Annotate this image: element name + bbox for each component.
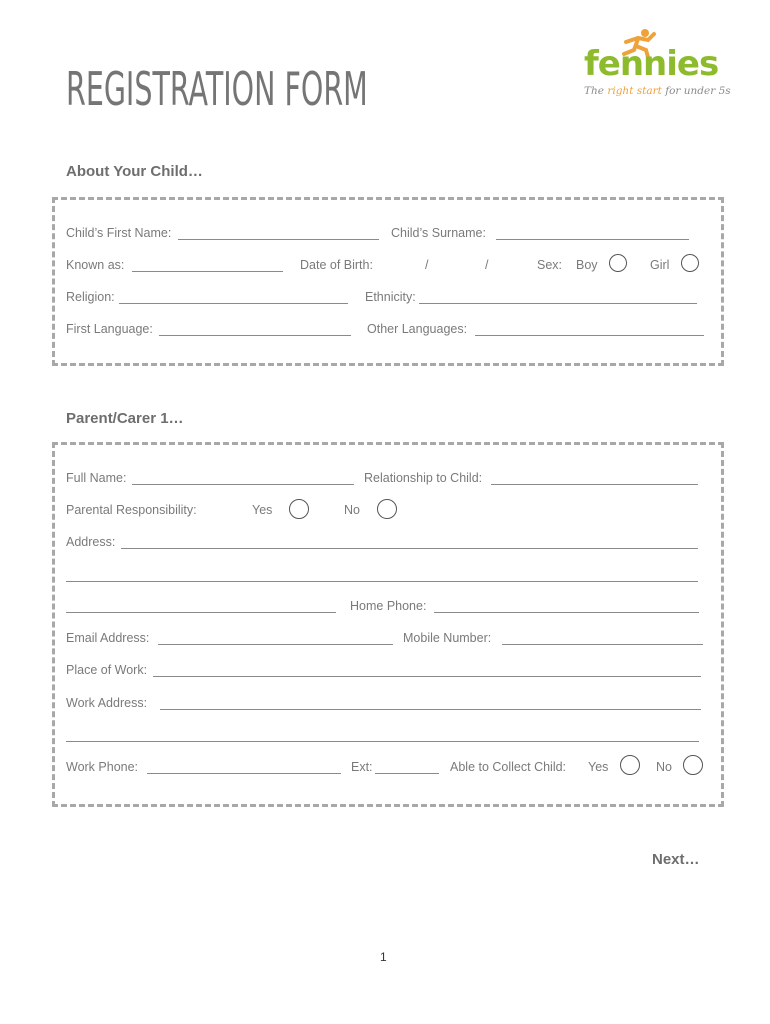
ext-field[interactable] bbox=[375, 773, 439, 774]
boy-label: Boy bbox=[576, 258, 598, 272]
child-surname-label: Child’s Surname: bbox=[391, 226, 486, 240]
work-address-field-line-1[interactable] bbox=[160, 709, 701, 710]
logo-tagline: The right start for under 5s bbox=[584, 85, 731, 97]
child-first-name-label: Child’s First Name: bbox=[66, 226, 172, 240]
parent-details-box bbox=[52, 442, 724, 807]
collect-no-label: No bbox=[656, 760, 672, 774]
mobile-label: Mobile Number: bbox=[403, 631, 492, 645]
dob-separator: / bbox=[485, 258, 489, 272]
other-languages-label: Other Languages: bbox=[367, 322, 468, 336]
child-details-box bbox=[52, 197, 724, 366]
child-section-heading: About Your Child… bbox=[66, 163, 203, 180]
collect-yes-label: Yes bbox=[588, 760, 609, 774]
parental-responsibility-no-label: No bbox=[344, 503, 360, 517]
parental-responsibility-label: Parental Responsibility: bbox=[66, 503, 197, 517]
religion-field[interactable] bbox=[119, 303, 348, 304]
girl-radio[interactable] bbox=[681, 254, 699, 272]
other-languages-field[interactable] bbox=[475, 335, 704, 336]
collect-no-radio[interactable] bbox=[683, 755, 703, 775]
mobile-field[interactable] bbox=[502, 644, 703, 645]
next-page-indicator: Next… bbox=[652, 851, 700, 868]
first-language-field[interactable] bbox=[159, 335, 351, 336]
page-title: REGISTRATION FORM bbox=[66, 62, 368, 116]
relationship-label: Relationship to Child: bbox=[364, 471, 483, 485]
address-label: Address: bbox=[66, 535, 116, 549]
email-field[interactable] bbox=[158, 644, 393, 645]
known-as-label: Known as: bbox=[66, 258, 125, 272]
full-name-label: Full Name: bbox=[66, 471, 127, 485]
boy-radio[interactable] bbox=[609, 254, 627, 272]
sex-label: Sex: bbox=[537, 258, 563, 272]
parental-responsibility-no-radio[interactable] bbox=[377, 499, 397, 519]
known-as-field[interactable] bbox=[132, 271, 283, 272]
dob-separator: / bbox=[425, 258, 429, 272]
work-phone-field[interactable] bbox=[147, 773, 341, 774]
girl-label: Girl bbox=[650, 258, 670, 272]
work-phone-label: Work Phone: bbox=[66, 760, 139, 774]
page-number: 1 bbox=[380, 950, 387, 964]
first-language-label: First Language: bbox=[66, 322, 153, 336]
ethnicity-label: Ethnicity: bbox=[365, 290, 416, 304]
parent-section-heading: Parent/Carer 1… bbox=[66, 410, 184, 427]
home-phone-field[interactable] bbox=[434, 612, 699, 613]
ext-label: Ext: bbox=[351, 760, 373, 774]
date-of-birth-label: Date of Birth: bbox=[300, 258, 373, 272]
logo-wordmark: fennies bbox=[584, 44, 719, 84]
work-address-label: Work Address: bbox=[66, 696, 148, 710]
full-name-field[interactable] bbox=[132, 484, 354, 485]
address-field-line-3[interactable] bbox=[66, 612, 336, 613]
parental-responsibility-yes-label: Yes bbox=[252, 503, 273, 517]
home-phone-label: Home Phone: bbox=[350, 599, 427, 613]
parental-responsibility-yes-radio[interactable] bbox=[289, 499, 309, 519]
place-of-work-field[interactable] bbox=[153, 676, 701, 677]
relationship-field[interactable] bbox=[491, 484, 698, 485]
child-first-name-field[interactable] bbox=[178, 239, 379, 240]
work-address-field-line-2[interactable] bbox=[66, 741, 699, 742]
address-field-line-2[interactable] bbox=[66, 581, 698, 582]
email-label: Email Address: bbox=[66, 631, 150, 645]
able-to-collect-label: Able to Collect Child: bbox=[450, 760, 567, 774]
collect-yes-radio[interactable] bbox=[620, 755, 640, 775]
address-field-line-1[interactable] bbox=[121, 548, 698, 549]
child-surname-field[interactable] bbox=[496, 239, 689, 240]
fennies-logo bbox=[580, 30, 731, 102]
place-of-work-label: Place of Work: bbox=[66, 663, 148, 677]
ethnicity-field[interactable] bbox=[419, 303, 697, 304]
religion-label: Religion: bbox=[66, 290, 115, 304]
